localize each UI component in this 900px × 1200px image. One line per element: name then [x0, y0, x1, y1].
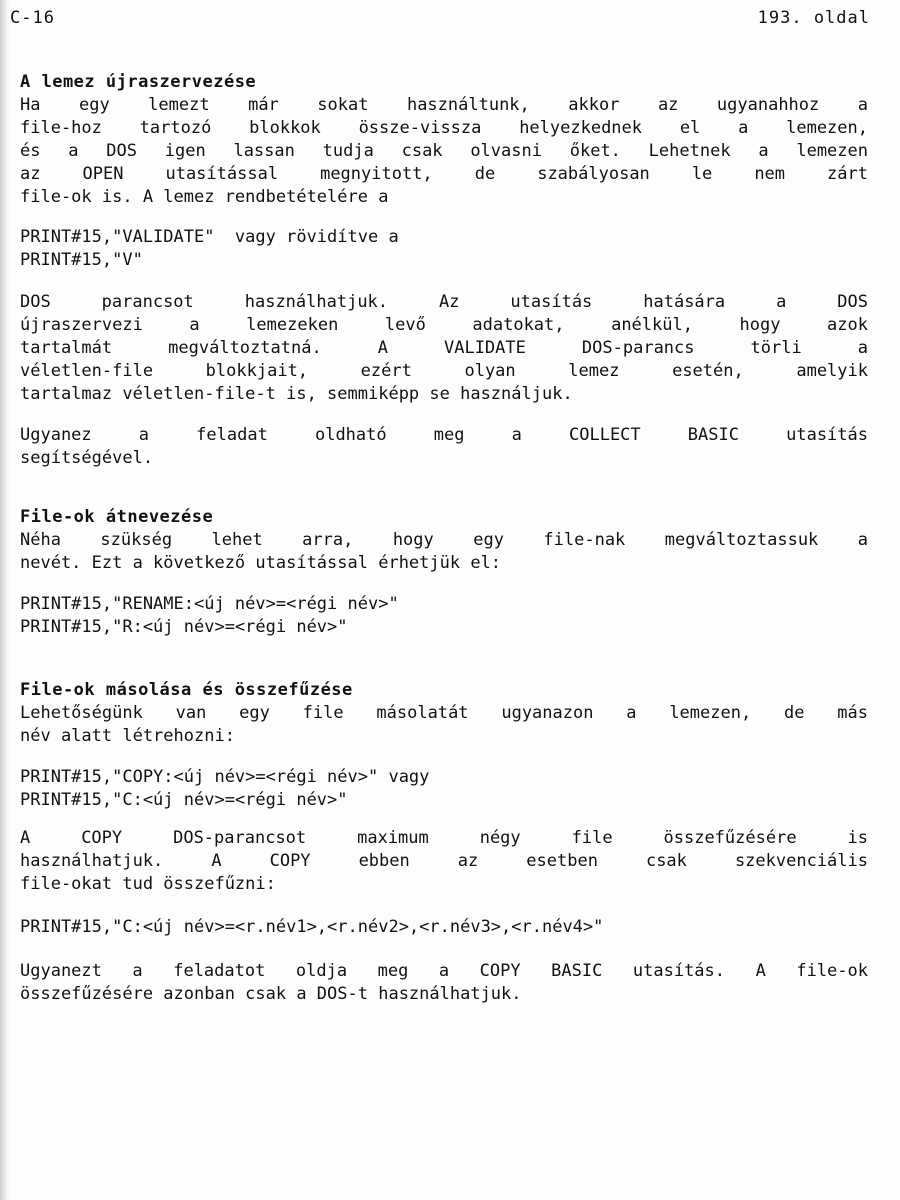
paragraph-line: véletlen-file blokkjait, ezért olyan lemez esetén, amelyik — [20, 361, 868, 381]
paragraph-line: Ugyanez a feladat oldható meg a COLLECT BASIC utasítás — [20, 425, 868, 445]
paragraph-line: segítségével. — [20, 448, 154, 468]
code-line: PRINT#15,"COPY:<új név>=<régi név>" vagy — [20, 767, 430, 787]
paragraph-line: összefűzésére azonban csak a DOS-t használhatjuk. — [20, 984, 522, 1004]
paragraph-line: file-hoz tartozó blokkok össze-vissza helyezkednek el a lemezen, — [20, 118, 868, 138]
paragraph-line: az OPEN utasítással megnyitott, de szabályosan le nem zárt — [20, 164, 868, 184]
paragraph-line: nevét. Ezt a következő utasítással érhetjük el: — [20, 553, 502, 573]
code-line: PRINT#15,"RENAME:<új név>=<régi név>" — [20, 594, 399, 614]
paragraph-line: A COPY DOS-parancsot maximum négy file összefűzésére is — [20, 828, 868, 848]
paragraph-line: file-ok is. A lemez rendbetételére a — [20, 187, 389, 207]
section-heading-rename: File-ok átnevezése — [20, 507, 214, 527]
page-number: 193. oldal — [757, 8, 870, 28]
section-heading-copy: File-ok másolása és összefűzése — [20, 680, 353, 700]
paragraph-line: és a DOS igen lassan tudja csak olvasni őket. Lehetnek a lemezen — [20, 141, 868, 161]
paragraph-line: újraszervezi a lemezeken levő adatokat, anélkül, hogy azok — [20, 315, 868, 335]
paragraph-line: Néha szükség lehet arra, hogy egy file-nak megváltoztassuk a — [20, 530, 868, 550]
paragraph-line: tartalmaz véletlen-file-t is, semmiképp se használjuk. — [20, 384, 573, 404]
paragraph-line: Lehetőségünk van egy file másolatát ugyanazon a lemezen, de más — [20, 703, 868, 723]
paragraph-line: DOS parancsot használhatjuk. Az utasítás hatására a DOS — [20, 292, 868, 312]
paragraph-line: file-okat tud összefűzni: — [20, 874, 276, 894]
code-line: PRINT#15,"R:<új név>=<régi név>" — [20, 617, 348, 637]
code-line: PRINT#15,"VALIDATE" vagy rövidítve a — [20, 227, 399, 247]
section-code: C-16 — [10, 8, 55, 28]
paragraph-line: név alatt létrehozni: — [20, 726, 235, 746]
paragraph-line: használhatjuk. A COPY ebben az esetben csak szekvenciális — [20, 851, 868, 871]
code-line: PRINT#15,"C:<új név>=<régi név>" — [20, 790, 348, 810]
code-line: PRINT#15,"C:<új név>=<r.név1>,<r.név2>,<r.név3>,<r.név4>" — [20, 917, 604, 937]
paragraph-line: Ha egy lemezt már sokat használtunk, akkor az ugyanahhoz a — [20, 95, 868, 115]
scan-shadow-edge — [0, 0, 10, 1200]
section-heading-validate: A lemez újraszervezése — [20, 72, 257, 92]
code-line: PRINT#15,"V" — [20, 250, 143, 270]
paragraph-line: tartalmát megváltoztatná. A VALIDATE DOS-parancs törli a — [20, 338, 868, 358]
paragraph-line: Ugyanezt a feladatot oldja meg a COPY BASIC utasítás. A file-ok — [20, 961, 868, 981]
